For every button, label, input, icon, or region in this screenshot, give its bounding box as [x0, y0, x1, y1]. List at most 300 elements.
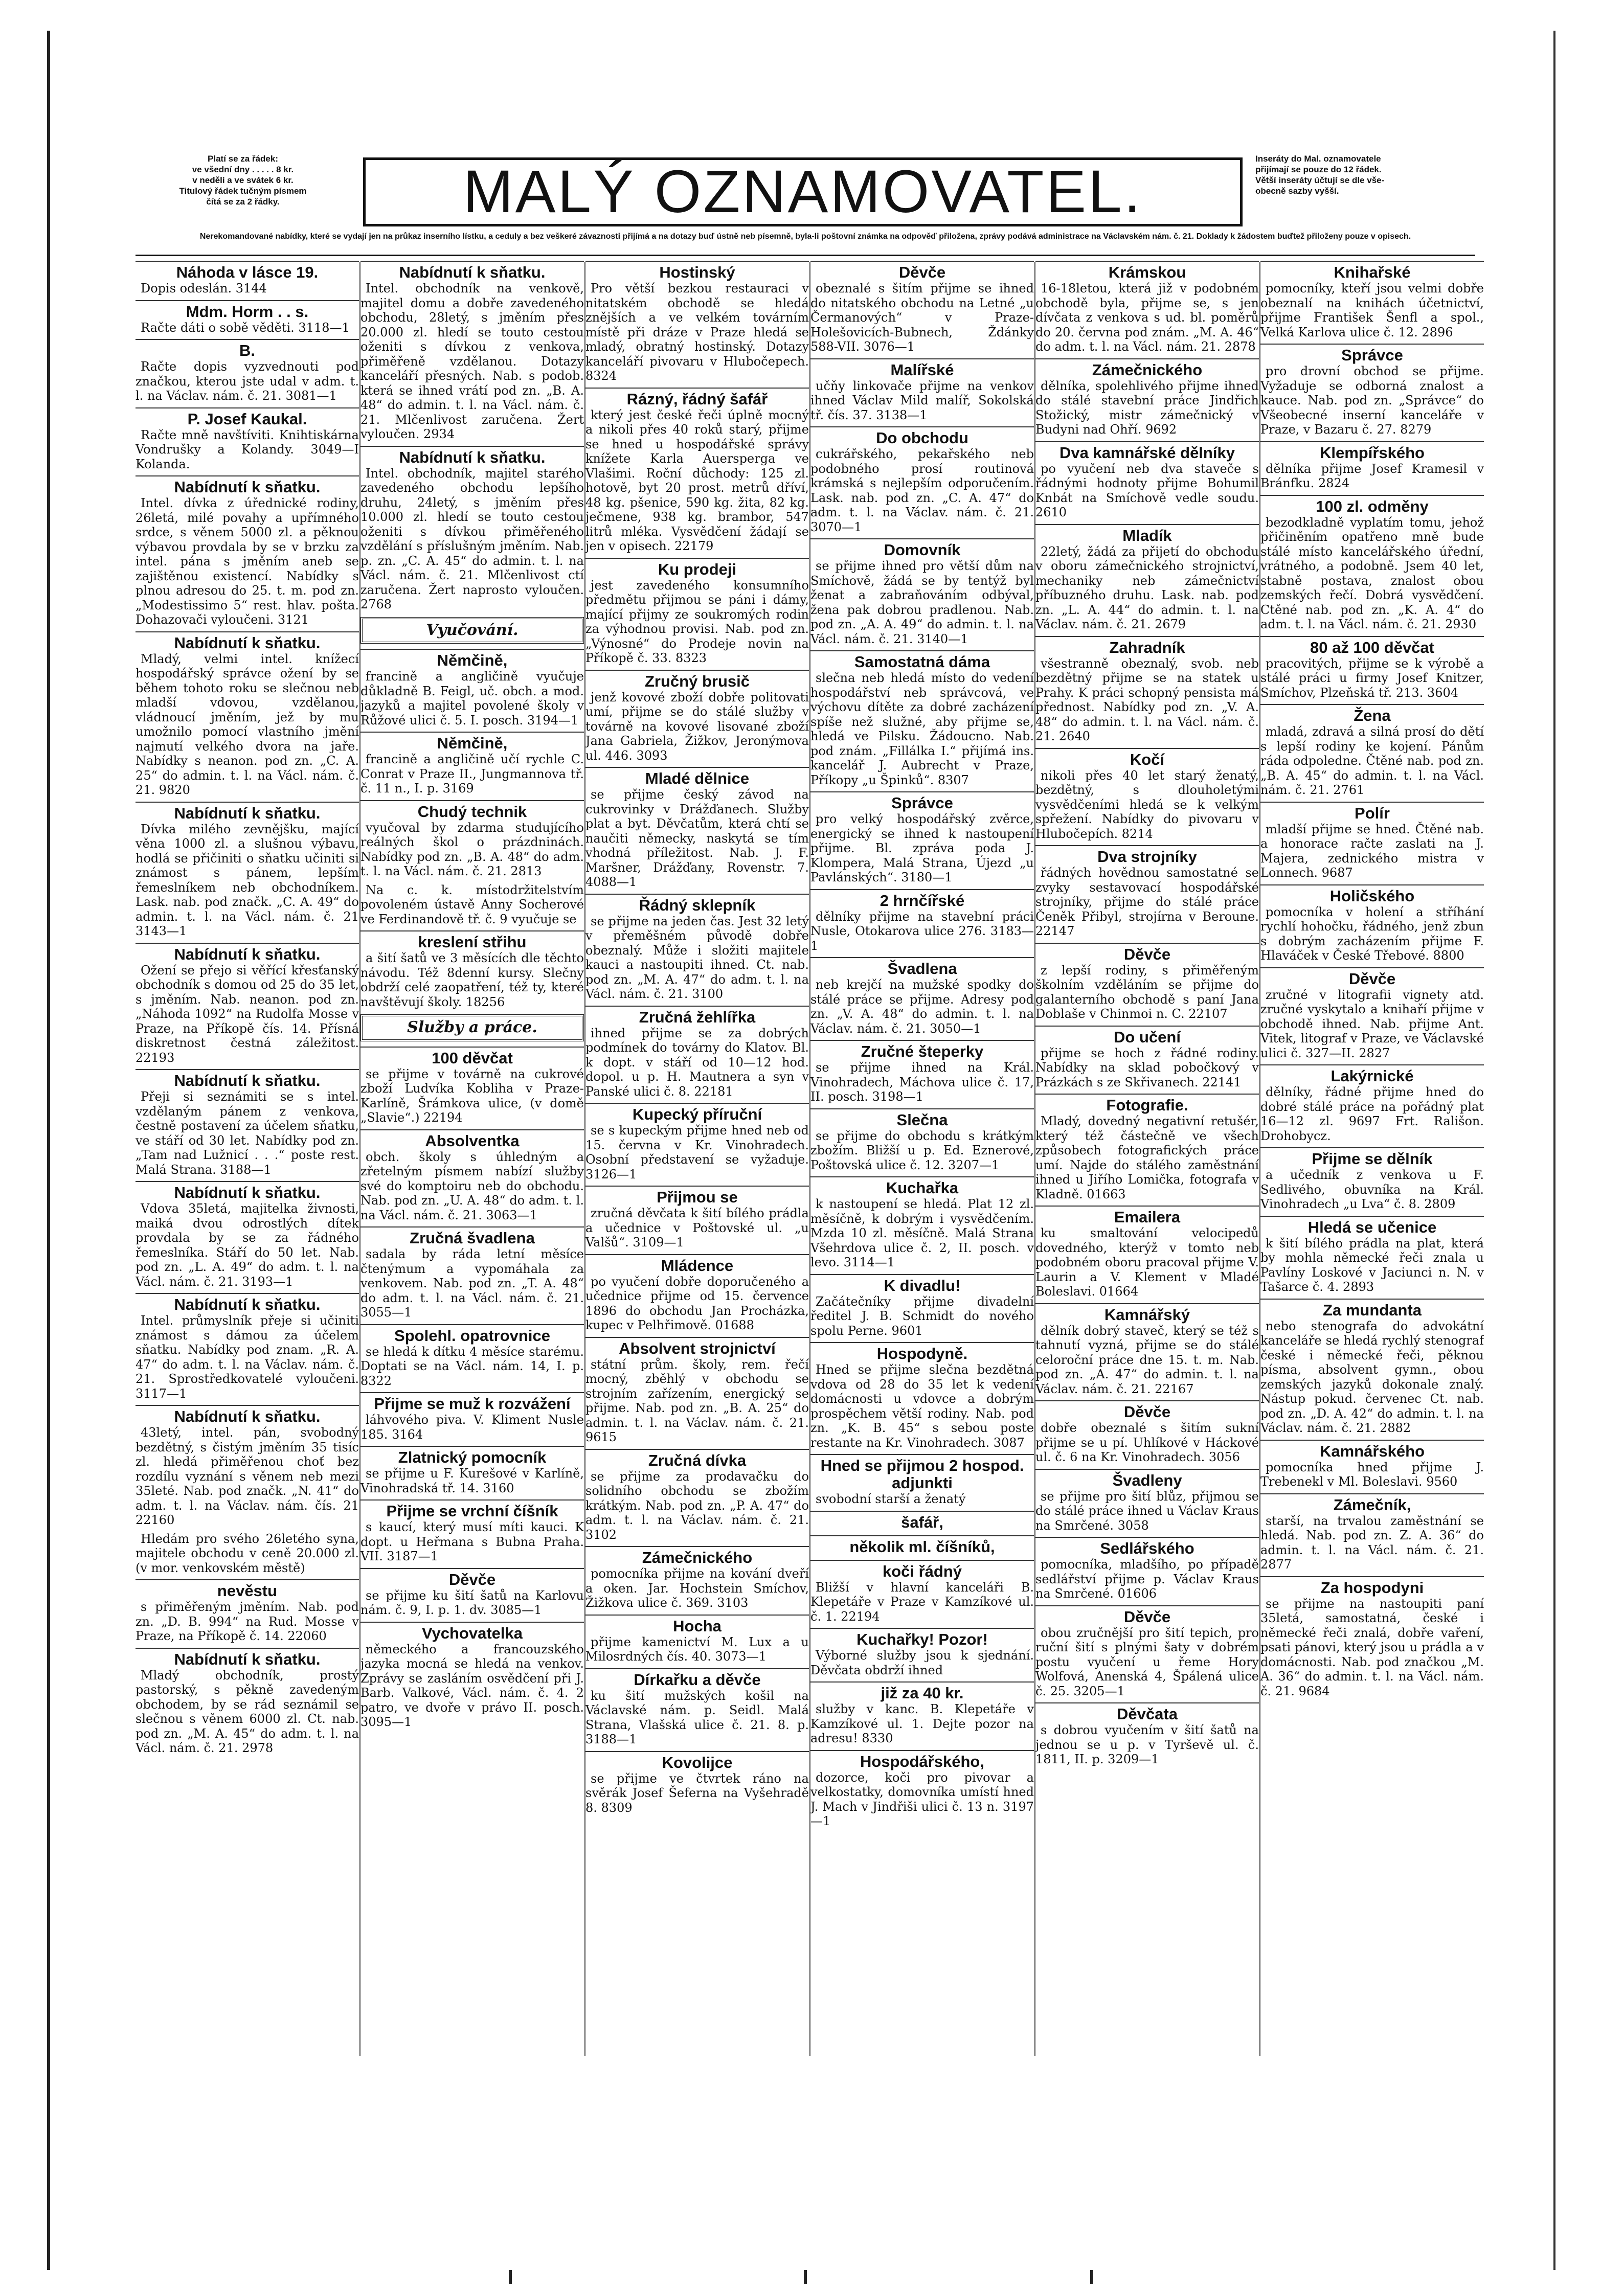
ad-body: vyučoval by zdarma studujícího reálných škol o prázdninách. Nabídky pod zn. „B. A. 48“ do adm. t. l. na Václ. nám. č. 21. 2813 — [360, 820, 584, 878]
ad-body: pro drovní obchod se přijme. Vyžaduje se odborná znalost a kauce. Nab. pod zn. „Správce“ do Všeobecné inserní kanceláře v Praze, v Bazaru č. 27. 8279 — [1260, 364, 1484, 437]
ad-heading: Přijme se vrchní číšník — [360, 1499, 584, 1520]
classified-ad — [1260, 441, 1484, 491]
classified-ad — [810, 791, 1034, 885]
ad-body: a šití šatů ve 3 měsících dle těchto návodu. Též 8denní kursy. Slečny obdrží celé zaopatření, též ty, které navštěvují školy. 18256 — [360, 951, 584, 1009]
ad-body: Vdova 35letá, majitelka živnosti, maiká dvou odrostlých dítek provdala by se za řádného řemeslníka. Stáří do 50 let. Nab. pod zn. „L. A. 49“ do adm. t. l. na Václ. nám. č. 21. 3193—1 — [136, 1201, 359, 1289]
ad-body: se přijme do obchodu s krátkým zbožím. Bližší u p. Ed. Eznerové, Poštovská ulice č. 12. 3207—1 — [810, 1128, 1034, 1172]
ad-body: dělníky, řádné přijme hned do dobré stálé práce na pořádný plat 16—12 zl. 9697 Frt. Rališon. Drohobycz. — [1260, 1085, 1484, 1143]
ad-body: nebo stenografa do advokátní kanceláře se hledá rychlý stenograf české i německé řeči, pěknou písma, absolvent gymn., obou zemských jazyků dokonale znalý. Nástup pokud. červenec Ct. nab. pod zn. „D. A. 42“ do admin. t. l. na Václav. nám. č. 21. 2882 — [1260, 1319, 1484, 1435]
ad-body: který jest české řeči úplně mocný a nikoli přes 40 roků starý, přijme se hned u hospodářské správy knížete Karla Auersperga ve Vlašimi. Roční důchody: 125 zl. hotově, byt 20 prost. metrů dříví, 48 kg. pšenice, 590 kg. žita, 82 kg. ječmene, 938 kg. brambor, 547 litrů mléka. Vysvědčení žádají se jen v opisech. 22179 — [585, 407, 809, 553]
classified-ad — [585, 388, 809, 554]
classified-ad — [585, 894, 809, 1002]
classified-ad — [585, 1103, 809, 1181]
ad-heading: Němčině, — [360, 649, 584, 669]
ad-heading: Děvče — [360, 1568, 584, 1588]
ad-body: pracovitých, přijme se k výrobě a stálé práci u firmy Josef Knitzer, Smíchov, Plzeňská tř. 213. 3604 — [1260, 656, 1484, 700]
ad-body: přijme kamenictví M. Lux a u Milosrdných čís. 40. 3073—1 — [585, 1634, 809, 1664]
ad-body: Bližší v hlavní kanceláři B. Klepetáře v Praze v Kamzíkové ul. č. 1. 22194 — [810, 1580, 1034, 1624]
ad-body: německého a francouzského jazyka mocná se hledá na venkov. Zprávy se zasláním osvědčení při J. Barb. Valkové, Václ. nám. č. 4. 2 patro, ve dvoře v právo II. posch. 3095—1 — [360, 1642, 584, 1729]
ad-body: Mladý, velmi intel. knížecí hospodářský správce ožení by se během tohoto roku se slečnou neb mladší vdovou, vzdělanou, vládnoucí jměním, jež by mu umožnilo pomocí vlastního jmění najmutí velkého dvora na jaře. Nabídky s neanon. pod zn. „C. A. 25“ do admin. t. l. na Václ. nám. č. 21. 9820 — [136, 651, 359, 797]
classified-ad — [810, 1750, 1034, 1829]
classified-ad — [810, 1342, 1034, 1450]
classified-ad — [1260, 1493, 1484, 1572]
ad-heading: Rázný, řádný šafář — [585, 388, 809, 408]
classified-ad — [360, 1226, 584, 1320]
ad-body: dozorce, koči pro pivovar a velkostatky, domovníka umístí hned J. Mach v Jindřiši ulici č. 13 n. 3197—1 — [810, 1770, 1034, 1828]
ad-heading: Zahradník — [1035, 636, 1259, 656]
classified-ad — [136, 802, 359, 939]
classified-ad — [1035, 1605, 1259, 1699]
ad-column — [585, 261, 809, 2060]
classified-ad — [360, 1392, 584, 1442]
ad-heading: Ku prodeji — [585, 558, 809, 578]
ad-heading: 100 děvčat — [360, 1047, 584, 1067]
pricing-line: čítá se za 2 řádky. — [206, 197, 280, 207]
ad-body: Hledám pro svého 26letého syna, majitele obchodu v ceně 20.000 zl. (v mor. venkovském městě) — [136, 1531, 359, 1575]
classified-ad — [136, 1532, 359, 1576]
ad-heading: Nabídnutí k sňatku. — [136, 1405, 359, 1425]
ad-heading: Zámečník, — [1260, 1493, 1484, 1514]
ad-body: Račte dáti o sobě věděti. 3118—1 — [141, 320, 350, 335]
ad-body: s dobrou vyučením v šití šatů na jednou se u p. v Tyrševě ul. č. 1811, II. p. 3209—1 — [1035, 1723, 1259, 1766]
ad-heading: Nabídnutí k sňatku. — [360, 261, 584, 281]
classified-ad — [136, 339, 359, 403]
classified-ad — [1260, 1216, 1484, 1294]
classified-ad — [1035, 261, 1259, 354]
ad-body: Pro větší bezkou restauraci v nitatském obchodě se hledá znějších a ve velkém továrním místě při dráze v Praze hledá se mladý, obratný hostinský. Dotazy kanceláří pivovaru v Hlubočepech. 8324 — [585, 281, 809, 383]
ad-heading: Mladík — [1035, 524, 1259, 544]
ad-body: obch. školy s úhledným a zřetelným písmem nabízí služby své do komptoiru neb do obchodu. Nab. pod zn. „U. A. 48“ do adm. t. l. na Václ. nám. č. 21. 3063—1 — [360, 1149, 584, 1222]
ad-body: francině a angličině učí rychle C. Conrat v Praze II., Jungmannova tř. č. 11 n., I. p. 3169 — [360, 752, 584, 795]
ad-body: se přijme na nastoupiti paní 35letá, samostatná, české i německé řeči znalá, dobře vaření, psati pánovi, který jsou u prádla a v domácnosti. Nab. pod značkou „M. A. 36“ do admin. t. l. na Václ. nám. č. 21. 9684 — [1260, 1596, 1484, 1698]
classified-ad — [1260, 1440, 1484, 1489]
ad-body: se hledá k dítku 4 měsíce starému. Doptati se na Václ. nám. 14, I. p. 8322 — [360, 1344, 584, 1388]
ad-body: se přijme ve čtvrtek ráno na svěrák Josef Šeferna na Vyšehradě 8. 8309 — [585, 1771, 809, 1815]
ad-heading: K divadlu! — [810, 1274, 1034, 1294]
classified-ad — [810, 1681, 1034, 1746]
classified-ad — [1260, 1576, 1484, 1699]
classified-ad — [810, 1040, 1034, 1104]
classified-ad — [1035, 636, 1259, 744]
classified-ad — [360, 1568, 584, 1618]
ad-body: Dívka milého zevnějšku, mající věna 1000 zl. a slušnou výbavu, hodlá se přičiniti o sňatku učiniti si známost s pánem, lepším řemeslníkem neb obchodníkem. Lask. nab. pod značk. „C. A. 49“ do admin. t. l. na Václ. nám. č. 21 3143—1 — [136, 822, 359, 938]
ad-heading: Mládence — [585, 1254, 809, 1275]
classified-ad — [1260, 704, 1484, 798]
ad-body: služby v kanc. B. Klepetáře v Kamzíkové ul. 1. Dejte pozor na adresu! 8330 — [810, 1702, 1034, 1745]
classified-ad — [136, 475, 359, 627]
ad-heading: Zručná švadlena — [360, 1226, 584, 1247]
ad-body: cukrářského, pekařského neb podobného prosí routinová krámská s nejlepším odporučením. Lask. nab. pod zn. „C. A. 47“ do adm. t. l. na Václav. nám. č. 21. 3070—1 — [810, 447, 1034, 534]
ad-body: zručná děvčata k šití bílého prádla a učednice v Poštovské ul. „u Valšů“. 3109—1 — [585, 1206, 809, 1249]
ad-body: mladší přijme se hned. Čtěné nab. a honorace račte zaslati na J. Majera, zednického mistra v Lonnech. 9687 — [1260, 822, 1484, 880]
ad-body: ihned přijme se za dobrých podmínek do továrny do Klatov. Bl. k dopt. v stáří od 10—12 hod. dopol. u p. H. Mautnera a syn v Panské ulici č. 8. 22181 — [585, 1026, 809, 1099]
ad-body: přijme se hoch z řádné rodiny. Nabídky na sklad pobočkový v Prázkách s ze Skřivanech. 22141 — [1035, 1045, 1259, 1089]
classified-ad — [1260, 967, 1484, 1061]
ad-heading: Kuchařky! Pozor! — [810, 1628, 1034, 1648]
ad-body: Hned se přijme slečna bezdětná vdova od 28 do 35 let k vedení domácnosti u vdovce a dobrým prospěchem větší rodiny. Nab. pod zn. „K. B. 45“ s sebou poste restante na Kr. Vinohradech. 3087 — [810, 1362, 1034, 1450]
classified-ad — [810, 538, 1034, 646]
pricing-line: ve všední dny . . . . . 8 kr. — [192, 165, 294, 174]
classified-ad — [810, 1535, 1034, 1556]
ad-heading: Lakýrnické — [1260, 1064, 1484, 1085]
ad-heading: Zručná dívka — [585, 1449, 809, 1469]
ad-column — [136, 261, 359, 2060]
classified-ad — [136, 1579, 359, 1644]
crop-mark — [804, 2270, 807, 2284]
classified-ad — [810, 650, 1034, 787]
ad-heading: Hledá se učenice — [1260, 1216, 1484, 1236]
ad-heading: Domovník — [810, 538, 1034, 559]
ad-heading: Hocha — [585, 1615, 809, 1635]
ad-body: se přijme český závod na cukrovinky v Drážďanech. Služby plat a byt. Děvčatům, která chtí se naučiti německy, naskytá se tím vhodná příležitost. Nab. J. F. Maršner, Drážďany, Rovenstr. 7. 4088—1 — [585, 787, 809, 889]
ad-heading: Náhoda v lásce 19. — [136, 261, 359, 281]
footer-marks — [0, 2270, 1601, 2285]
ad-body: zručné v litografii vignety atd. zručné vyskytalo a knihaří přijme v obchodě ihned. Nab. přijme Ant. Vitek, litograf v Praze, ve Václavské ulici č. 327—II. 2827 — [1260, 987, 1484, 1060]
classified-ad — [810, 957, 1034, 1036]
ad-heading: 100 zl. odměny — [1260, 495, 1484, 515]
classified-ad — [360, 1499, 584, 1564]
ad-body: 22letý, žádá za přijetí do obchodu v oboru zámečnického strojnictví, mechaniky neb zámečnictví příbuzného druhu. Lask. nab. pod zn. „L. A. 44“ do admin. t. l. na Václav. nám. č. 21. 2679 — [1035, 544, 1259, 631]
header-rule — [136, 255, 1475, 256]
ad-heading: Dva strojníky — [1035, 845, 1259, 866]
ad-heading: Samostatná dáma — [810, 650, 1034, 671]
ad-body: Intel. obchodník na venkově, majitel domu a dobře zavedeného obchodu, 28letý, s jměním přes 20.000 zl. hledí se touto cestou oženiti s dívkou z venkova, přiměřeně vzdělanou. Dotazy kanceláří přesných. Nab. s podob. která se ihned vrátí pod zn. „B. A. 48“ do admin. t. l. na Václ. nám. č. 21. Mlčenlivost zaručena. Žert vyloučen. 2934 — [360, 281, 584, 441]
classified-ad — [810, 1274, 1034, 1338]
ad-body: sadala by ráda letní měsíce čtenýmum a vypomáhala za venkovem. Nab. pod zn. „T. A. 48“ do adm. t. l. na Václ. nám. č. 21. 3055—1 — [360, 1247, 584, 1320]
ad-heading: Děvčata — [1035, 1702, 1259, 1723]
classified-ad — [136, 1181, 359, 1289]
pricing-box — [136, 153, 350, 235]
ad-heading: Nabídnutí k sňatku. — [136, 943, 359, 963]
ad-body: po vyučení neb dva staveče s řádnými hodnoty přijme Bohumil Knbát na Smíchově vedle soudu. 2610 — [1035, 461, 1259, 519]
classified-ad — [1035, 524, 1259, 632]
ad-heading: Fotografie. — [1035, 1094, 1259, 1114]
ad-heading: Emailera — [1035, 1206, 1259, 1226]
ad-heading: Děvče — [1035, 1605, 1259, 1626]
classified-ad — [810, 1176, 1034, 1270]
ad-body: pomocníky, kteří jsou velmi dobře obeznalí na knihách účetnictví, přijme František Šenfl a spol., Velká Karlova ulice č. 12. 2896 — [1260, 281, 1484, 339]
ad-heading: Slečna — [810, 1108, 1034, 1129]
classified-ad — [810, 1511, 1034, 1531]
ad-body: z lepší rodiny, s přiměřeným školním vzděláním se přijme do galanterního obchodě s paní Jana Doblaše v Chinmoi n. C. 22107 — [1035, 963, 1259, 1021]
ad-heading: Kuchařka — [810, 1176, 1034, 1197]
ad-heading: Děvče — [1035, 943, 1259, 963]
ad-heading: Kamnářského — [1260, 1440, 1484, 1460]
ad-body: neb krejčí na mužské spodky do stálé práce se přijme. Adresy pod zn. „V. A. 48“ do admin. t. l. na Václav. nám. č. 21. 3050—1 — [810, 977, 1034, 1036]
ad-heading: Absolventka — [360, 1129, 584, 1150]
ad-heading: P. Josef Kaukal. — [136, 407, 359, 428]
ad-body: ku smaltování velocipedů dovedného, kterýž v tomto neb podobném oboru pracoval přijme V. Laurin a V. Klement v Mladé Boleslavi. 01664 — [1035, 1226, 1259, 1299]
ad-body: se přijme za prodavačku do solidního obchodu se zbožím krátkým. Nab. pod zn. „P. A. 47“ do adm. t. l. na Václav. nám. č. 21. 3102 — [585, 1469, 809, 1542]
ad-heading: Řádný sklepník — [585, 894, 809, 914]
ad-body: Na c. k. místodržitelstvím povoleném ústavě Anny Socherové ve Ferdinandově tř. č. 9 vyučuje se — [360, 882, 584, 926]
ad-body: francině a angličině vyučuje důkladně B. Feigl, uč. obch. a mod. jazyků a majitel povolené školy v Růžové ulici č. 5. I. posch. 3194—1 — [360, 669, 584, 728]
ad-body: řádných hovědnou samostatné se zvyky sestavovací hospodářské strojníky, přijme do stálé práce Čeněk Přibyl, strojírna v Beroune. 22147 — [1035, 866, 1259, 938]
ad-heading: 80 až 100 děvčat — [1260, 636, 1484, 656]
ad-body: nikoli přes 40 let starý ženatý, bezdětný, s dlouholetými vysvědčeními hledá se k velkým spřežení. Nabídky do pivovaru v Hlubočepích. 8214 — [1035, 768, 1259, 841]
ad-heading: Kočí — [1035, 748, 1259, 768]
crop-mark — [509, 2270, 512, 2284]
ad-body: ku šití mužských košil na Václavské nám. p. Seidl. Malá Strana, Vlašská ulice č. 21. 8. p. 3188—1 — [585, 1688, 809, 1746]
classified-ad — [1035, 1303, 1259, 1397]
ad-body: pomocníka v holení a stříhání rychlí hohočku, řádného, jenž zbun s dobrým zacházením přijme F. Hlaváček v České Třebové. 8800 — [1260, 904, 1484, 963]
classified-ad — [585, 1006, 809, 1099]
ad-heading: Zlatnický pomocník — [360, 1446, 584, 1466]
ad-heading: Do obchodu — [810, 426, 1034, 447]
ad-heading: Za hospodyni — [1260, 1576, 1484, 1597]
ad-body: Račte dopis vyzvednouti pod značkou, kterou jste udal v adm. t. l. na Václav. nám. č. 21. 3081—1 — [136, 359, 359, 403]
classified-ad — [585, 1668, 809, 1747]
ad-body: Ožení se přejo si věřící křesťanský obchodník s domou od 25 do 35 let, s jměním. Nab. neanon. pod zn. „Náhoda 1092“ na Rudolfa Mosse v Praze, na Příkopě čís. 14. Přísná diskretnost čestná záležitost. 22193 — [136, 963, 359, 1065]
classified-ad — [136, 407, 359, 472]
ad-heading: Nabídnutí k sňatku. — [136, 802, 359, 822]
classified-ad — [360, 446, 584, 612]
ad-body: 43letý, intel. pán, svobodný bezdětný, s čistým jměním 35 tisíc zl. hledá přiměřenou choť bez rozdílu vyznání s věnem neb mezi 35leté. Nab. pod značk. „N. 41“ do adm. t. l. na Václav. nám. čís. 21 22160 — [136, 1425, 359, 1527]
classified-ad — [810, 1560, 1034, 1624]
ad-heading: Hostinský — [585, 261, 809, 281]
classified-ad — [1260, 261, 1484, 339]
classified-ad — [1035, 1026, 1259, 1090]
column-separator — [1034, 262, 1035, 2056]
ad-heading: Přijme se muž k rozvážení — [360, 1392, 584, 1413]
classified-ad — [1035, 1206, 1259, 1299]
ad-body: dělníka přijme Josef Kramesil v Bránfku. 2824 — [1260, 461, 1484, 490]
ad-body: s kaucí, který musí míti kauci. K dopt. u Heřmana s Bubna Praha. VII. 3187—1 — [360, 1520, 584, 1563]
ad-heading: Hospodářského, — [810, 1750, 1034, 1770]
crop-mark — [1090, 2270, 1093, 2284]
classified-ad — [1035, 845, 1259, 939]
classified-ad — [585, 261, 809, 383]
classified-ad — [360, 1446, 584, 1495]
classified-ad — [360, 1324, 584, 1389]
ad-body: svobodní starší a ženatý — [816, 1492, 966, 1506]
classified-ad — [585, 767, 809, 890]
rules-line: přijímají se pouze do 12 řádek. — [1255, 165, 1382, 174]
classified-ad — [136, 1405, 359, 1528]
classified-ad — [585, 1449, 809, 1542]
ad-heading: Správce — [1260, 344, 1484, 364]
ad-body: jest zavedeného konsumního předmětu přijmou se páni i dámy, mající přijmy ze soukromých rodin za výhodnou provisi. Nab. pod zn. „Výnosné“ do Prodeje novin na Příkopě č. 33. 8323 — [585, 578, 809, 665]
ad-body: Mladý obchodník, prostý pastorský, s pěkně zavedeným obchodem, by se rád seznámil se slečnou s věnem 6000 zl. Ct. nab. pod zn. „M. A. 45“ do adm. t. l. na Václ. nám. č. 21. 2978 — [136, 1668, 359, 1755]
classified-ad — [1035, 1469, 1259, 1533]
ad-heading: Děvče — [810, 261, 1034, 281]
ad-heading: Krámskou — [1035, 261, 1259, 281]
classified-ad — [1260, 1299, 1484, 1436]
classified-ad — [585, 1615, 809, 1664]
classified-ad — [360, 1622, 584, 1730]
ad-body: se přijme ihned pro větší dům na Smíchově, žádá se by tentýž byl ženat a zabraňováním odbýval, žena pak dobrou pradlenou. Nab. pod zn. „A. A. 49“ do admin. t. l. na Václ. nám. č. 21. 3140—1 — [810, 559, 1034, 646]
classified-ad — [1260, 636, 1484, 700]
classified-ad — [1035, 943, 1259, 1021]
rules-box — [1255, 153, 1475, 235]
ad-body: obeznalé s šitím přijme se ihned do nitatského obchodu na Letné „u Čermanových“ v Praze-Holešovicích-Bubnech, Ždánky 588-VII. 3076—1 — [810, 281, 1034, 354]
ad-body: Přeji si seznámiti se s intel. vzdělaným pánem z venkova, čestně postavení za účelem sňatku, ve stáří od 30 let. Nabídky pod zn. „Tam nad Lužnicí . . .“ poste rest. Malá Strana. 3188—1 — [136, 1089, 359, 1177]
ad-heading: Hned se přijmou 2 hospod. adjunkti — [810, 1454, 1034, 1492]
ad-body: starší, na trvalou zaměstnání se hledá. Nab. pod zn. Z. A. 36“ do admin. t. l. na Václ. nám. č. 21. 2877 — [1260, 1513, 1484, 1572]
classified-ad — [360, 800, 584, 879]
ad-heading: již za 40 kr. — [810, 1681, 1034, 1702]
ad-column — [1035, 261, 1259, 2060]
ad-heading: Děvče — [1260, 967, 1484, 988]
classified-ad — [1260, 495, 1484, 632]
ad-body: všestranně obeznalý, svob. neb bezdětný přijme se na statek u Prahy. K práci schopný pensista má přednost. Nabídky pod zn. „V. A. 48“ do admin. t. l. na Václ. nám. č. 21. 2640 — [1035, 656, 1259, 743]
ad-heading: Nabídnutí k sňatku. — [136, 475, 359, 496]
ad-heading: Holičského — [1260, 884, 1484, 905]
classified-ad — [810, 1108, 1034, 1173]
classified-ad — [360, 930, 584, 1009]
ad-heading: Zručné šteperky — [810, 1040, 1034, 1060]
rules-line: Větší inseráty účtují se dle vše- — [1255, 175, 1385, 185]
ad-heading: Polír — [1260, 802, 1484, 822]
pricing-line: Titulový řádek tučným písmem — [179, 186, 307, 196]
ad-body: Intel. průmyslník přeje si učiniti známost s dámou za účelem sňatku. Nabídky pod znam. „R. A. 47“ do adm. t. l. na Václav. nám. č. 21. Sprostředkovatelé vyloučeni. 3117—1 — [136, 1313, 359, 1401]
classified-ad — [585, 558, 809, 666]
ad-body: slečna neb hledá místo do vedení hospodářství neb správcová, ve výchovu dítěte za dobré zacházení spíše než služné, aby přijme se, hledá ve Pilsku. Žádoucno. Nab. pod znám. „Fillálka I.“ přijímá ins. kancelář J. Aubrecht v Praze, Příkopy „u Špinků“. 8307 — [810, 671, 1034, 787]
ad-body: Dopis odeslán. 3144 — [141, 281, 267, 295]
classified-ad — [810, 1454, 1034, 1507]
ad-heading: Mladé dělnice — [585, 767, 809, 787]
rules-line: obecně sazby vyšší. — [1255, 186, 1339, 196]
ad-body: mladá, zdravá a silná prosí do dětí s lepší rodiny ke kojení. Pánům ráda odpoledne. Čtěné nab. pod zn. „B. A. 45“ do admin. t. l. na Václ. nám. č. 21. 2761 — [1260, 724, 1484, 797]
ad-body: a učedník z venkova u F. Sedlivého, obuvníka na Král. Vinohradech „u Lva“ č. 8. 2809 — [1260, 1168, 1484, 1211]
classified-ad — [810, 261, 1034, 354]
ad-heading: Kovolijce — [585, 1751, 809, 1771]
ad-body: se přijme ku šití šatů na Karlovu nám. č. 9, I. p. 1. dv. 3085—1 — [360, 1588, 584, 1617]
ad-heading: Vychovatelka — [360, 1622, 584, 1642]
ad-body: Intel. obchodník, majitel starého zavedeného obchodu lepšího druhu, 24letý, s jměním přes 10.000 zl. hledí se touto cestou oženiti s dívkou přiměřeného vzdělání s příslušným jměním. Nab. p. zn. „C. A. 45“ do admin. t. l. na Václ. nám. č. 21. Mlčenlivost ctí zaručena. Žert naprosto vyloučen. 2768 — [360, 466, 584, 611]
ad-body: dělníka, spolehlivého přijme ihned do stálé stavební práce Jindřich Stožický, mistr zámečnický v Budyni nad Ohří. 9692 — [1035, 378, 1259, 437]
ad-body: Začátečníky přijme divadelní ředitel J. B. Schmidt do nového spolu Perne. 9601 — [810, 1294, 1034, 1338]
ad-heading: nevěstu — [136, 1579, 359, 1600]
ad-heading: 2 hrnčířské — [810, 889, 1034, 910]
ad-body: státní prům. školy, rem. řečí mocný, zběhlý v obchodu se strojním zařízením, energický se přijme. Nab. pod zn. „B. A. 25“ do admin. t. l. na Václav. nám. č. 21. 9615 — [585, 1357, 809, 1444]
ad-body: Račte mně navštíviti. Knihtiskárna Vondrušky a Kolandy. 3049—I Kolanda. — [136, 427, 359, 471]
ad-body: dělník dobrý staveč, který se též s tahnutí vyzná, přijme se do stálé celoroční práce dne 15. t. m. Nab. pod zn. „A. 47“ do admin. t. l. na Václav. nám. č. 21. 22167 — [1035, 1323, 1259, 1396]
ad-heading: několik ml. číšníků, — [810, 1535, 1034, 1556]
classified-ad — [360, 732, 584, 796]
ad-heading: Přijmou se — [585, 1186, 809, 1206]
ad-body: se přijme ihned na Král. Vinohradech, Máchova ulice č. 17, II. posch. 3198—1 — [810, 1060, 1034, 1104]
classified-ad — [1035, 1702, 1259, 1767]
ad-heading: Knihařské — [1260, 261, 1484, 281]
ad-heading: Absolvent strojnictví — [585, 1337, 809, 1357]
classified-ad — [1260, 802, 1484, 880]
rules-line: Inseráty do Mal. oznamovatele — [1255, 154, 1381, 164]
ad-heading: kreslení střihu — [360, 930, 584, 951]
classified-ad — [810, 426, 1034, 534]
ad-heading: Chudý technik — [360, 800, 584, 821]
classified-ad — [810, 1628, 1034, 1677]
masthead — [136, 153, 1475, 235]
ad-body: dobře obeznalé s šitím sukní přijme se u pí. Uhlíkové v Háckové ul. č. 6 na Kr. Vinohradech. 3056 — [1035, 1421, 1259, 1464]
page-title: MALÝ OZNAMOVATEL. — [363, 157, 1243, 226]
ad-body: se přijme v továrně na cukrové zboží Ludvíka Kobliha v Praze-Karlíně, Šrámkova ulice, (v domě „Slavie“.) 22194 — [360, 1066, 584, 1125]
ad-body: láhvového piva. V. Kliment Nusle 185. 3164 — [360, 1413, 584, 1442]
classified-ad — [360, 883, 584, 927]
ad-body: se s kupeckým přijme hned neb od 15. června v Kr. Vinohradech. Osobní představení se vyžaduje. 3126—1 — [585, 1123, 809, 1181]
ad-heading: Přijme se dělník — [1260, 1147, 1484, 1168]
ad-heading: Za mundanta — [1260, 1299, 1484, 1319]
classified-ad — [585, 1751, 809, 1815]
ad-column — [360, 261, 584, 2060]
ad-body: se přijme u F. Kurešové v Karlíně, Vinohradská tř. 14. 3160 — [360, 1466, 584, 1495]
column-separator — [359, 262, 360, 2056]
ad-column — [810, 261, 1034, 2060]
ad-body: pomocníka přijme na kování dveří a oken. Jar. Hochstein Smíchov, Žižkova ulice č. 369. 3103 — [585, 1566, 809, 1610]
ad-body: dělníky přijme na stavební práci Nusle, Otokarova ulice 276. 3183—1 — [810, 909, 1034, 953]
ad-body: pomocníka, mladšího, po případě sedlářství přijme p. Václav Kraus na Smrčené. 01606 — [1035, 1557, 1259, 1601]
ad-body: k šití bílého prádla na plat, která by mohla německé řeči znala u Pavlíny Loskové v Jaciunci n. N. v Tašarce č. 4. 2893 — [1260, 1236, 1484, 1294]
ad-heading: Zručný brusič — [585, 670, 809, 690]
ad-body: jenž kovové zboží dobře politovati umí, přijme se do stálé služby v továrně na kovové lisované zboží Jana Gabriela, Žižkov, Jeronýmova ul. 446. 3093 — [585, 690, 809, 763]
pricing-line: Platí se za řádek: — [208, 154, 278, 164]
ad-heading: B. — [136, 339, 359, 359]
section-heading: Vyučování. — [360, 617, 584, 644]
ad-heading: Nabídnutí k sňatku. — [136, 631, 359, 652]
ad-body: se přijme na jeden čas. Jest 32 letý v přeměšném původě dobře obeznalý. Může i složiti majitele kauci a nastoupiti ihned. Ct. nab. pod zn. „M. A. 47“ do adm. t. l. na Václ. nám. č. 21. 3100 — [585, 914, 809, 1001]
classified-ad — [360, 1047, 584, 1125]
classified-ad — [136, 261, 359, 296]
classified-ad — [1035, 441, 1259, 520]
classified-ad — [360, 649, 584, 728]
classified-ad — [1035, 748, 1259, 842]
ad-heading: Správce — [810, 791, 1034, 812]
ad-heading: Zámečnického — [1035, 358, 1259, 379]
classified-ad — [585, 1186, 809, 1250]
ad-body: pro velký hospodářský zvěrce, energický se ihned k nastoupení přijme. Bl. zpráva poda J. Klompera, Malá Strana, Újezd „u Pavlánských“. 3180—1 — [810, 812, 1034, 884]
ad-body: bezodkladně vyplatím tomu, jehož přičiněním opatřeno mně bude stálé místo kancelářského úřední, vrátného, a podobně. Jsem 40 let, stabně postava, znalost obou zemských řečí. Dobrá vysvědčení. Ctěné nab. pod zn. „K. A. 4“ do adm. t. l. na Václ. nám. č. 21. 2930 — [1260, 515, 1484, 631]
ad-heading: Švadlena — [810, 957, 1034, 977]
ad-body: Intel. dívka z úřednické rodiny, 26letá, milé povahy a upřímného srdce, s věnem 5000 zl. a pěknou výbavou provdala by se v brzku za intel. pána s jměním aneb se zajištěnou existencí. Nabídky s plnou adresou do 25. t. m. pod zn. „Modestissimo 5“ rest. hlav. pošta. Dohazovači vyloučeni. 3121 — [136, 496, 359, 627]
ad-heading: Do učení — [1035, 1026, 1259, 1046]
section-heading: Služby a práce. — [360, 1014, 584, 1041]
ad-body: Mladý, dovedný negativní retušér, který též částečně ve všech způsobech fotografických práce umí. Najde do stálého zaměstnání ihned u Jiřího Lomička, fotografa v Kladně. 01663 — [1035, 1114, 1259, 1201]
classified-ad — [360, 261, 584, 442]
ad-heading: Nabídnutí k sňatku. — [136, 1293, 359, 1313]
column-separator — [1259, 262, 1260, 2056]
classified-ad — [585, 670, 809, 763]
classified-ad — [585, 1337, 809, 1445]
ad-heading: Sedlářského — [1035, 1537, 1259, 1557]
ad-heading: Děvče — [1035, 1400, 1259, 1421]
classified-ad — [136, 1648, 359, 1756]
ad-heading: Zámečnického — [585, 1546, 809, 1566]
notice-text: Nerekomandované nabídky, které se vydají jen na průkaz inserního lístku, a ceduly a bez veškeré závaznosti přijímá a na dotazy buď ústně neb písemně, byla-li poštovní známka na odpověď přiložena, zprávy podává administrace na Václavském nám. č. 21. Doklady k žádostem buďtež přiloženy pouze v opisech. — [199, 232, 1411, 241]
classified-ad — [585, 1546, 809, 1610]
pricing-line: v neděli a ve svátek 6 kr. — [192, 175, 294, 185]
ad-heading: Němčině, — [360, 732, 584, 752]
classified-ad — [136, 300, 359, 335]
classified-ad — [1260, 1064, 1484, 1143]
classified-ad — [136, 1293, 359, 1401]
ad-heading: Hospodyně. — [810, 1342, 1034, 1362]
classified-ad — [1035, 1400, 1259, 1465]
column-separator — [809, 262, 810, 2056]
ad-body: se přijme pro šití blůz, přijmou se do stálé práce ihned u Václav Kraus na Smrčené. 3058 — [1035, 1489, 1259, 1533]
ad-body: po vyučení dobře doporučeného a učednice přijme od 15. července 1896 do obchodu Jan Procházka, kupec v Pelhřimově. 01688 — [585, 1274, 809, 1332]
classified-ad — [1260, 884, 1484, 963]
classified-ad — [810, 889, 1034, 953]
classified-ad — [136, 631, 359, 798]
ad-heading: Malířské — [810, 358, 1034, 379]
ad-heading: Dva kamnářské dělníky — [1035, 441, 1259, 462]
ad-heading: Žena — [1260, 704, 1484, 724]
column-separator — [584, 262, 585, 2056]
ad-heading: Spolehl. opatrovnice — [360, 1324, 584, 1345]
ad-heading: Nabídnutí k sňatku. — [136, 1181, 359, 1201]
ad-body: Výborné služby jsou k sjednání. Děvčata obdrží ihned — [810, 1648, 1034, 1677]
ad-body: 16-18letou, která již v podobném obchodě byla, přijme se, s jen dívčata z venkova s ud. bl. poměrů do 20. června pod znám. „M. A. 46“ do adm. t. l. na Václ. nám. 21. 2878 — [1035, 281, 1259, 354]
